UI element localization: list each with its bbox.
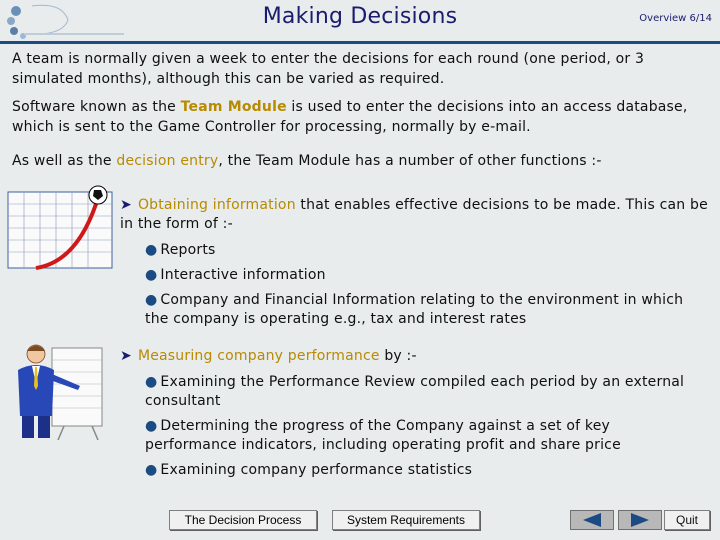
- list-item: [145, 241, 695, 260]
- intro-p2-text-a: Software known as the: [12, 99, 181, 115]
- arrow-bullet-icon: ➤: [120, 348, 132, 364]
- arrow-bullet-icon: ➤: [120, 197, 132, 213]
- quit-button[interactable]: Quit: [664, 510, 710, 530]
- intro-p3-text-a: As well as the: [12, 153, 117, 169]
- team-module-highlight: Team Module: [180, 99, 287, 115]
- intro-paragraph-2: [12, 97, 702, 137]
- measuring-performance-highlight: Measuring company performance: [137, 348, 380, 364]
- list-item: [145, 291, 695, 329]
- previous-slide-button[interactable]: [570, 510, 614, 530]
- list-item-text: Interactive information: [160, 267, 326, 283]
- page-title: Making Decisions: [262, 4, 458, 29]
- triangle-right-icon: [619, 511, 661, 529]
- section-measuring-performance: [120, 347, 712, 366]
- triangle-left-icon: [571, 511, 613, 529]
- section1-text: that enables effective decisions to be made. This can be in the form of :-: [120, 197, 708, 232]
- dot-bullet-icon: ●: [145, 418, 158, 434]
- list-item-text: Reports: [160, 242, 216, 258]
- header-divider: [0, 41, 720, 44]
- obtaining-information-highlight: Obtaining information: [137, 197, 296, 213]
- rising-chart-ball-icon: [6, 184, 116, 270]
- intro-p2-text-b: is used to enter the decisions into an access database, which is sent to the Game Controller for processing, normally by e-mail.: [12, 99, 688, 135]
- list-item-text: Company and Financial Information relating to the environment in which the company is operating e.g., tax and interest rates: [145, 292, 684, 327]
- decision-process-button[interactable]: The Decision Process: [169, 510, 317, 530]
- dot-bullet-icon: ●: [145, 462, 158, 478]
- dot-bullet-icon: ●: [145, 292, 158, 308]
- dot-bullet-icon: ●: [145, 242, 158, 258]
- list-item-text: Determining the progress of the Company against a set of key performance indicators, including operating profit and share price: [145, 418, 621, 453]
- list-item: [145, 417, 695, 455]
- list-item-text: Examining company performance statistics: [160, 462, 473, 478]
- list-item-text: Examining the Performance Review compiled each period by an external consultant: [145, 374, 685, 409]
- section-obtaining-information: [120, 196, 712, 234]
- list-item: [145, 461, 695, 480]
- dot-bullet-icon: ●: [145, 267, 158, 283]
- intro-paragraph-1: A team is normally given a week to enter the decisions for each round (one period, or 3 simulated months), although this can be varied as required.: [12, 51, 645, 87]
- system-requirements-button[interactable]: System Requirements: [332, 510, 480, 530]
- list-item: [145, 266, 695, 285]
- section2-text: by :-: [379, 348, 417, 364]
- intro-paragraph-3: [12, 151, 702, 171]
- dot-bullet-icon: ●: [145, 374, 158, 390]
- next-slide-button[interactable]: [618, 510, 662, 530]
- list-item: [145, 373, 695, 411]
- intro-p3-text-b: , the Team Module has a number of other functions :-: [218, 153, 602, 169]
- decision-entry-highlight: decision entry: [116, 153, 219, 169]
- businessman-presenter-icon: [6, 340, 110, 440]
- page-counter: Overview 6/14: [639, 13, 712, 24]
